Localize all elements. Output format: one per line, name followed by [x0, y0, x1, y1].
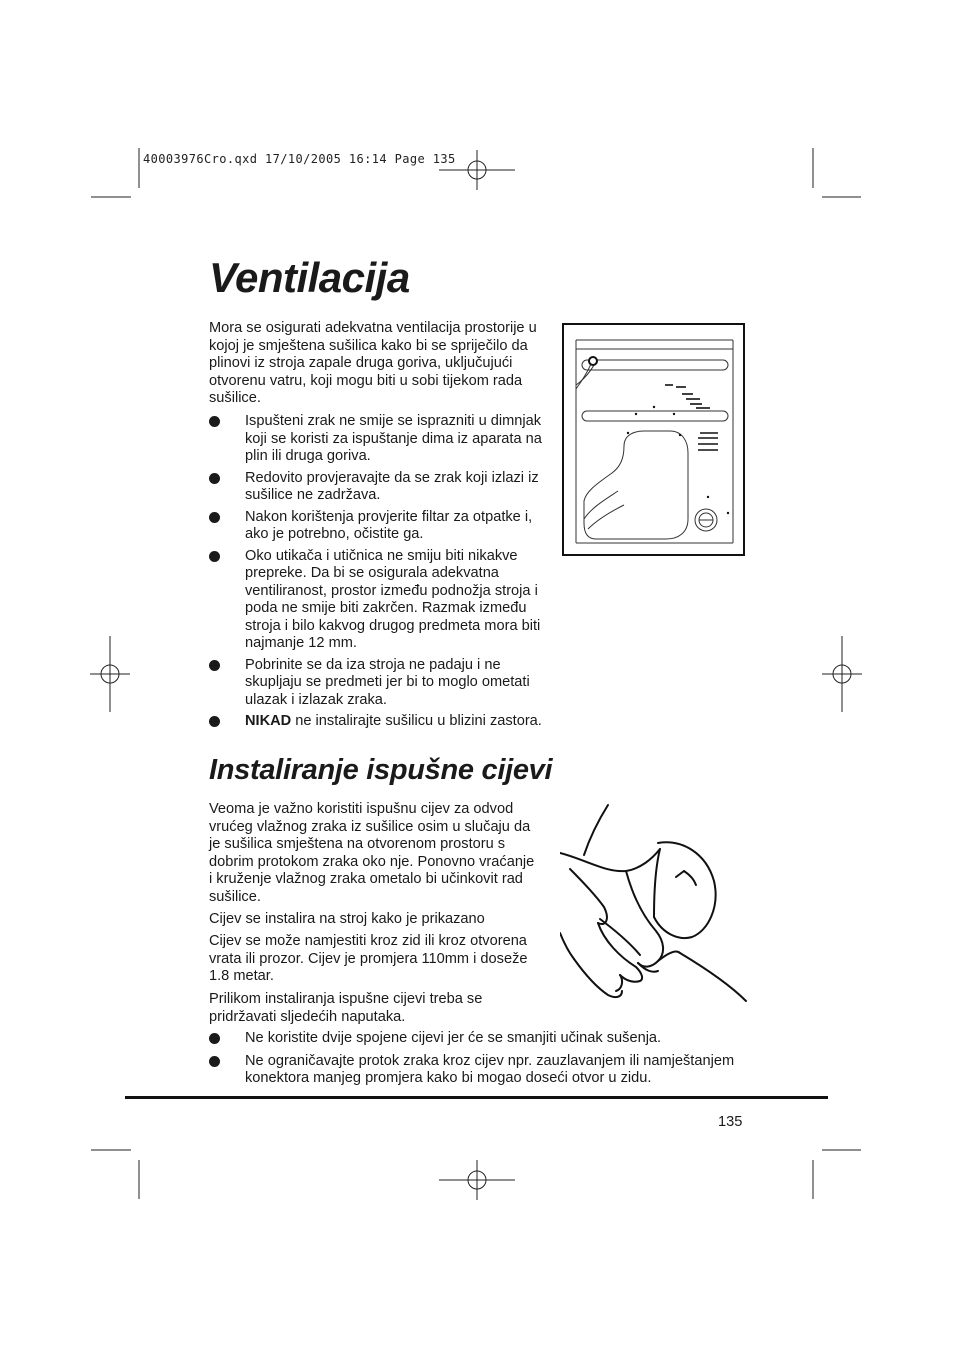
- list-item: [209, 657, 544, 710]
- bullet-icon: [209, 416, 220, 427]
- bullet-icon: [209, 512, 220, 523]
- page-title: Ventilacija: [209, 254, 410, 301]
- list-item-text: ne instalirajte sušilicu u blizini zastora.: [291, 713, 542, 729]
- list-item: [209, 1030, 749, 1048]
- bullet-icon: [209, 551, 220, 562]
- hose-paragraph-4: Prilikom instaliranja ispušne cijevi treba se pridržavati sljedećih naputaka.: [209, 991, 483, 1025]
- intro-paragraph: Mora se osigurati adekvatna ventilacija prostorije u kojoj je smještena sušilica kako bi se spriječilo da plinovi iz stroja zapale druga goriva, uključujući otvorenu vatru, koji mogu biti u sobi tijekom rada sušilice.: [209, 320, 537, 406]
- hose-paragraph-1: Veoma je važno koristiti ispušnu cijev za odvod vrućeg vlažnog zraka iz sušilice osim u slučaju da je sušilica smještena na otvorenom prostoru s dobrim protokom zraka oko nje. Ponovno vraćanje i kruženje vlažnog zraka ometalo bi učinkovit rad sušilice.: [209, 801, 535, 905]
- list-item-text: Ne ograničavajte protok zraka kroz cijev npr. zauzlavanjem ili namještanjem konektora manjeg promjera kako bi mogao doseći otvor u zidu.: [245, 1052, 735, 1086]
- hose-paragraph-2: Cijev se instalira na stroj kako je prikazano: [209, 911, 485, 927]
- list-item-text: Nakon korištenja provjerite filtar za otpatke i, ako je potrebno, očistite ga.: [245, 508, 533, 542]
- list-item: [209, 470, 544, 505]
- hose-paragraph-3: Cijev se može namjestiti kroz zid ili kroz otvorena vrata ili prozor. Cijev je promjera 110mm i doseže 1.8 metar.: [209, 933, 528, 984]
- list-item: [209, 509, 544, 544]
- warning-keyword: NIKAD: [245, 713, 292, 729]
- bullet-icon: [209, 716, 220, 727]
- hose-fitting-illustration: [560, 803, 750, 1005]
- list-item-text: Ispušteni zrak ne smije se isprazniti u dimnjak koji se koristi za ispuštanje dima iz aparata na plin ili druga goriva.: [245, 413, 542, 464]
- list-item: [209, 413, 544, 466]
- list-item: [209, 713, 544, 731]
- bullet-icon: [209, 1033, 220, 1044]
- bullet-icon: [209, 1056, 220, 1067]
- section-title: Instaliranje ispušne cijevi: [209, 754, 553, 786]
- hose-bullet-list: [209, 1030, 749, 1088]
- file-slug: 40003976Cro.qxd 17/10/2005 16:14 Page 135: [143, 152, 456, 166]
- footer-divider: [125, 1096, 828, 1099]
- list-item-text: Oko utikača i utičnica ne smiju biti nikakve prepreke. Da bi se osigurala adekvatna ventiliranost, prostor između podnožja stroja i poda ne smije biti zakrčen. Razmak između stroja i bilo kakvog drugog predmeta mora biti najmanje 12 mm.: [245, 547, 541, 651]
- list-item-text: Redovito provjeravajte da se zrak koji izlazi iz sušilice ne zadržava.: [245, 469, 539, 503]
- list-item: [209, 548, 544, 653]
- bullet-icon: [209, 660, 220, 671]
- list-item-text: Pobrinite se da iza stroja ne padaju i ne skupljaju se predmeti jer bi to moglo ometati ulazak i izlazak zraka.: [245, 656, 530, 708]
- dryer-illustration: [562, 323, 746, 557]
- ventilation-bullet-list: [209, 413, 544, 731]
- page-number: 135: [718, 1114, 743, 1130]
- bullet-icon: [209, 473, 220, 484]
- list-item: [209, 1053, 749, 1088]
- list-item-text: Ne koristite dvije spojene cijevi jer će se smanjiti učinak sušenja.: [245, 1030, 662, 1046]
